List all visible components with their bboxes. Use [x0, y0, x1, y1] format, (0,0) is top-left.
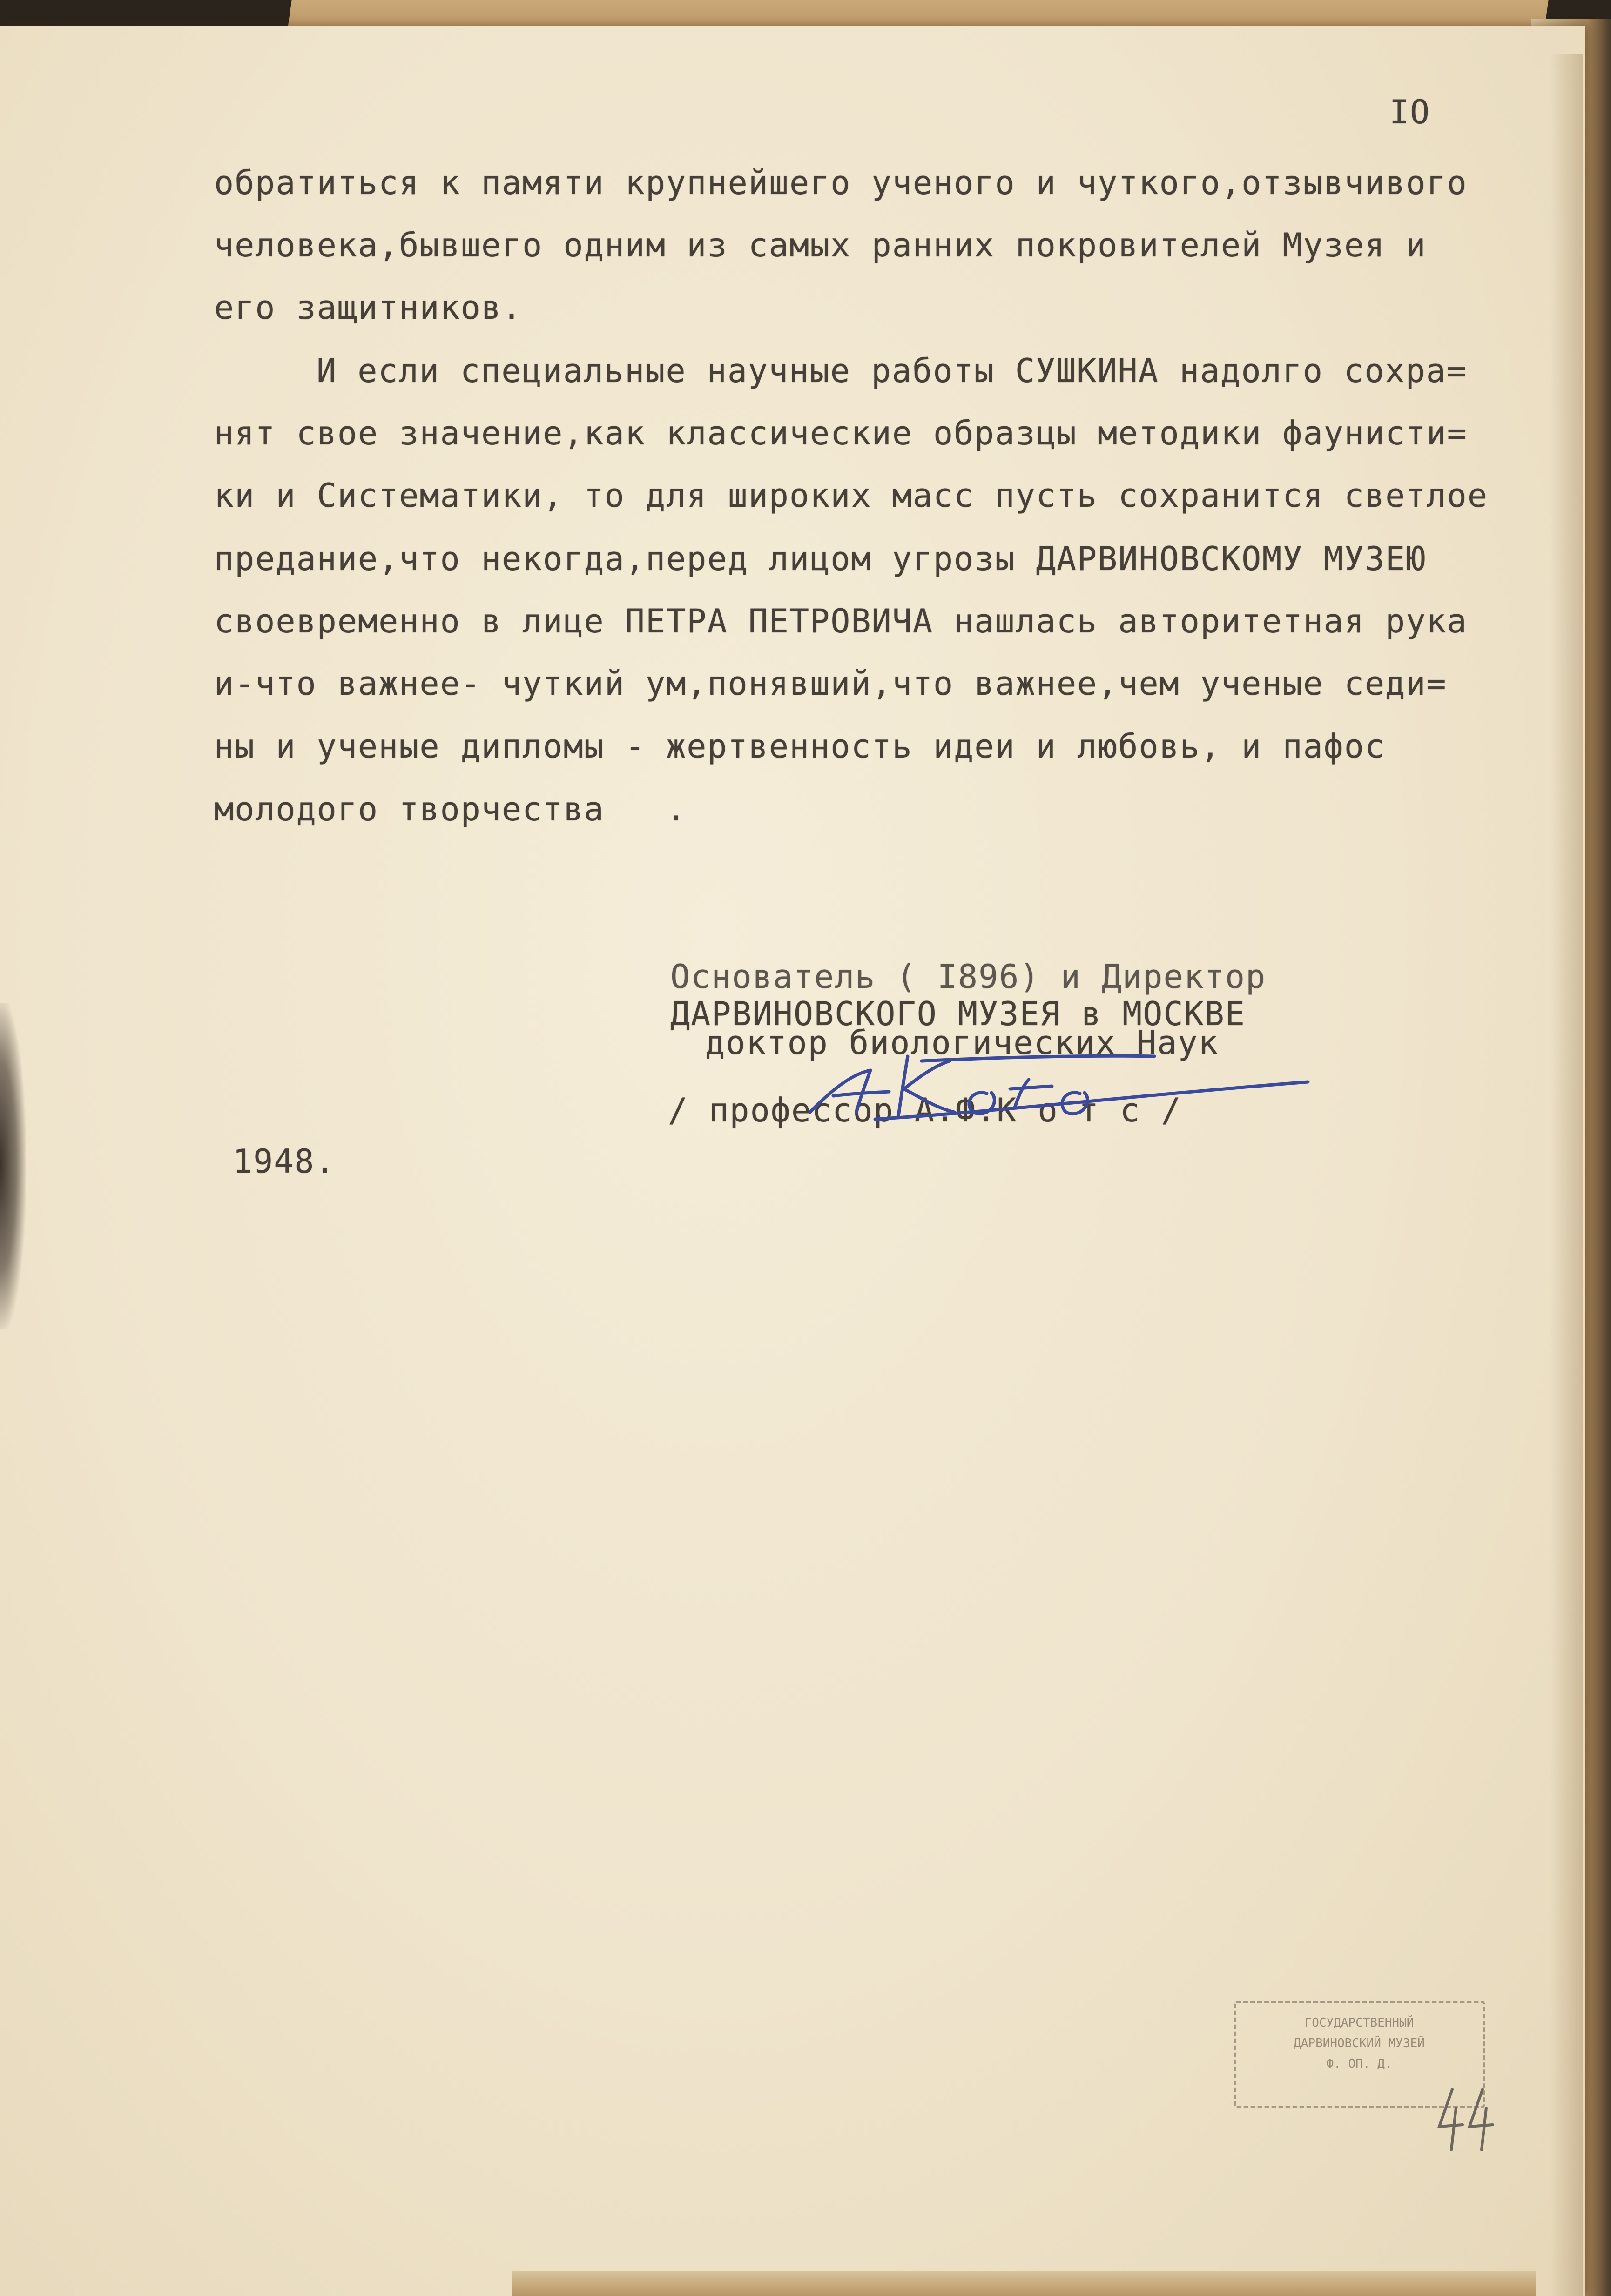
body-line: и-что важнее- чуткий ум,понявший,что важнее,чем ученые седи= [214, 665, 1447, 703]
underlying-sheet-bottom-edge [512, 2271, 1536, 2296]
archive-stamp-line: ДАРВИНОВСКИЙ МУЗЕЙ [1294, 2036, 1425, 2050]
body-line: человека,бывшего одним из самых ранних покровителей Музея и [214, 226, 1427, 264]
handwritten-sheet-number [1434, 2080, 1499, 2155]
binding-hole-shadow [0, 1003, 26, 1329]
body-line: молодого творчества . [214, 790, 687, 828]
archive-stamp-line: ГОСУДАРСТВЕННЫЙ [1304, 2016, 1414, 2030]
body-line: его защитников. [214, 289, 523, 327]
document-year: 1948. [233, 1142, 336, 1181]
archive-stamp-line: Ф. ОП. Д. [1326, 2057, 1392, 2071]
body-line: своевременно в лице ПЕТРА ПЕТРОВИЧА нашлась авторитетная рука [214, 602, 1468, 640]
body-line: И если специальные научные работы СУШКИНА надолго сохра= [317, 352, 1468, 390]
body-line: обратиться к памяти крупнейшего ученого и чуткого,отзывчивого [214, 164, 1468, 202]
handwritten-signature [782, 1042, 1341, 1135]
body-line: ны и ученые дипломы - жертвенность идеи и любовь, и пафос [214, 727, 1386, 765]
signature-institution-line: ДАРВИНОВСКОГО МУЗЕЯ в МОСКВЕ [670, 995, 1246, 1033]
signature-degree-line: доктор биологических Наук [705, 1024, 1219, 1062]
signature-title-line: Основатель ( I896) и Директор [670, 958, 1267, 996]
signature-name-line: / профессор А.Ф.К о т с / [668, 1091, 1182, 1129]
body-line: ки и Систематики, то для широких масс пусть сохранится светлое [214, 477, 1488, 515]
body-line: нят свое значение,как классические образцы методики фаунисти= [214, 414, 1468, 452]
page-right-crease [1550, 54, 1583, 2296]
page-number: IO [1389, 93, 1431, 131]
body-line: предание,что некогда,перед лицом угрозы ДАРВИНОВСКОМУ МУЗЕЮ [214, 540, 1427, 578]
